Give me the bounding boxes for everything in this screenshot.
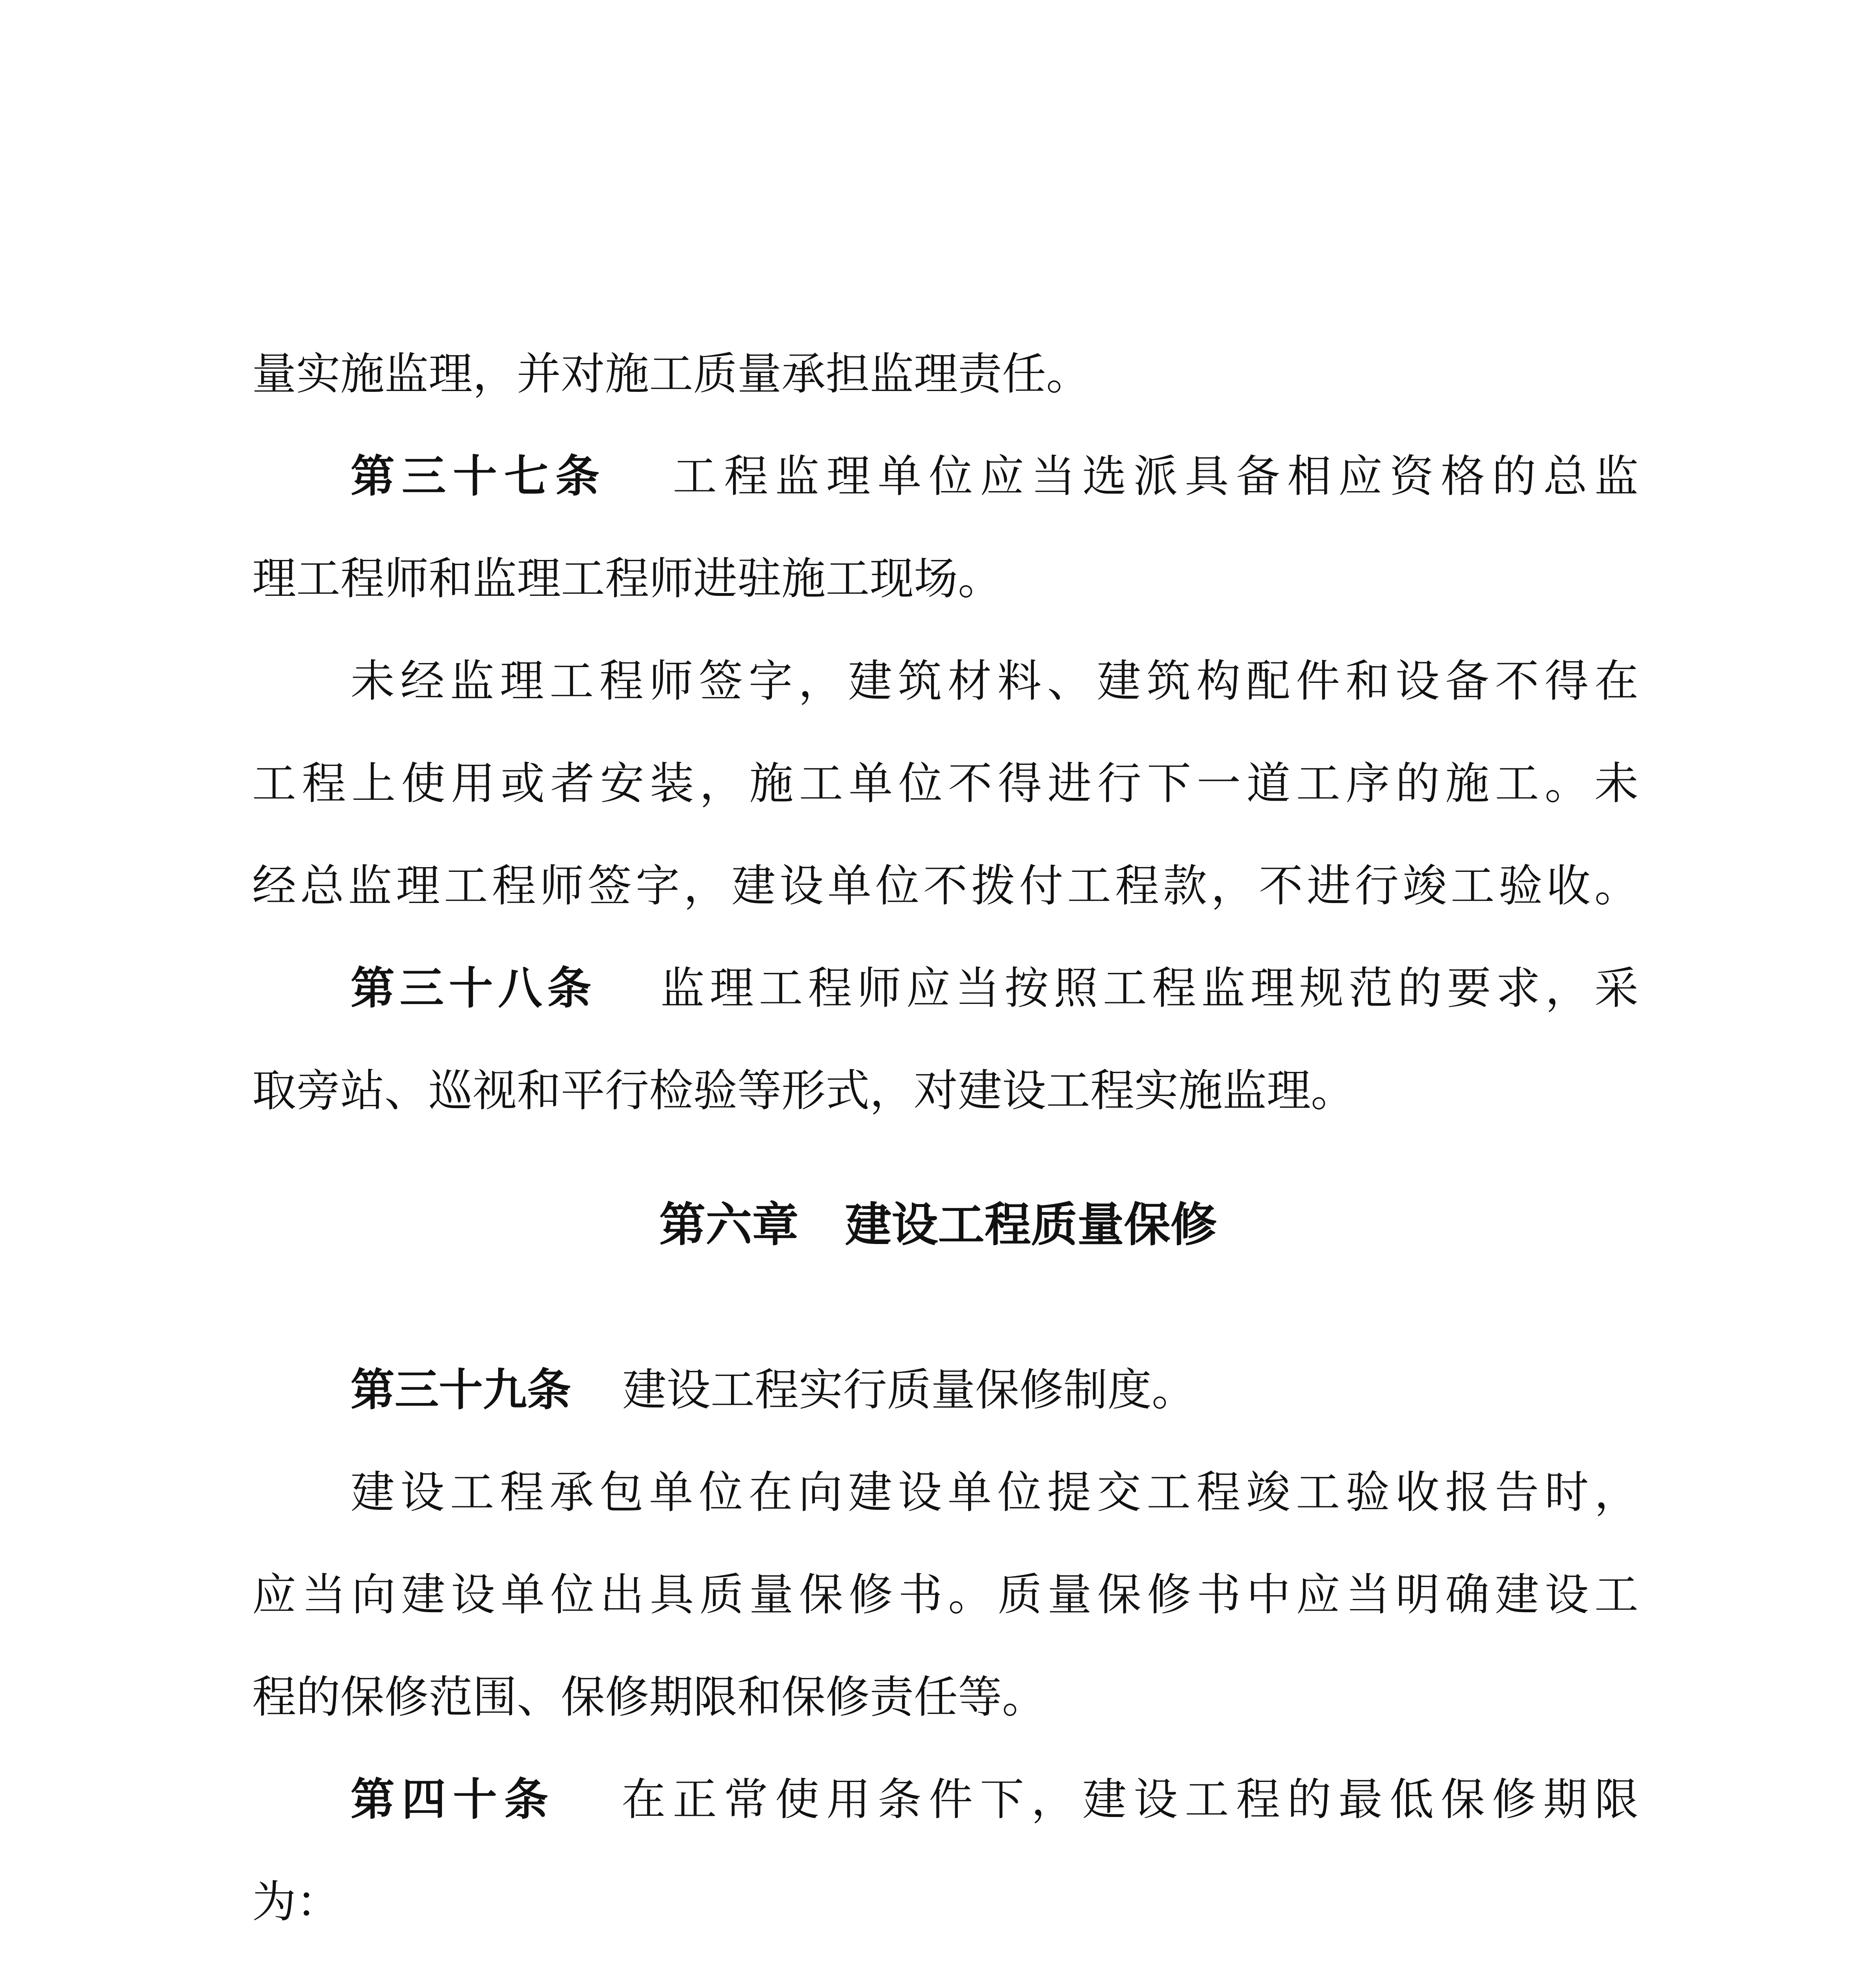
chapter-heading: 第六章 建设工程质量保修 bbox=[659, 1198, 1217, 1252]
paragraph-line bbox=[351, 1467, 1638, 1518]
article-37-line bbox=[351, 451, 1638, 502]
paragraph-line bbox=[252, 1876, 1638, 1928]
article-38-line bbox=[351, 963, 1638, 1014]
body-text: 程的保修范围、保修期限和保修责任等。 bbox=[252, 1672, 1046, 1723]
body-text: 取旁站、巡视和平行检验等形式，对建设工程实施监理。 bbox=[252, 1065, 1355, 1116]
body-text: 工程上使用或者安装，施工单位不得进行下一道工序的施工。未 bbox=[252, 758, 1638, 809]
article-number: 第三十七条 bbox=[351, 451, 607, 502]
paragraph-line bbox=[252, 349, 1638, 400]
body-text: 量实施监理，并对施工质量承担监理责任。 bbox=[252, 349, 1090, 400]
body-text: 工程监理单位应当选派具备相应资格的总监 bbox=[666, 451, 1638, 502]
paragraph-line bbox=[252, 860, 1638, 912]
article-number: 第三十八条 bbox=[351, 963, 596, 1014]
body-text: 监理工程师应当按照工程监理规范的要求，采 bbox=[655, 963, 1638, 1014]
body-text: 建设工程承包单位在向建设单位提交工程竣工验收报告时， bbox=[351, 1467, 1638, 1518]
body-text: 为： bbox=[252, 1876, 340, 1928]
article-40-line bbox=[351, 1774, 1638, 1825]
body-text: 理工程师和监理工程师进驻施工现场。 bbox=[252, 553, 1002, 604]
article-number: 第三十九条 bbox=[351, 1365, 571, 1416]
body-text: 在正常使用条件下，建设工程的最低保修期限 bbox=[614, 1774, 1638, 1825]
body-text: 建设工程实行质量保修制度。 bbox=[622, 1365, 1196, 1416]
body-text: 经总监理工程师签字，建设单位不拨付工程款，不进行竣工验收。 bbox=[252, 860, 1638, 912]
paragraph-line bbox=[351, 656, 1638, 707]
body-text: 应当向建设单位出具质量保修书。质量保修书中应当明确建设工 bbox=[252, 1569, 1638, 1620]
paragraph-line bbox=[252, 1569, 1638, 1620]
paragraph-line bbox=[252, 553, 1638, 604]
article-39-line bbox=[351, 1365, 1638, 1416]
article-number: 第四十条 bbox=[351, 1774, 555, 1825]
paragraph-line bbox=[252, 1672, 1638, 1723]
paragraph-line bbox=[252, 1065, 1638, 1116]
paragraph-line bbox=[252, 758, 1638, 809]
body-text: 未经监理工程师签字，建筑材料、建筑构配件和设备不得在 bbox=[351, 656, 1638, 707]
